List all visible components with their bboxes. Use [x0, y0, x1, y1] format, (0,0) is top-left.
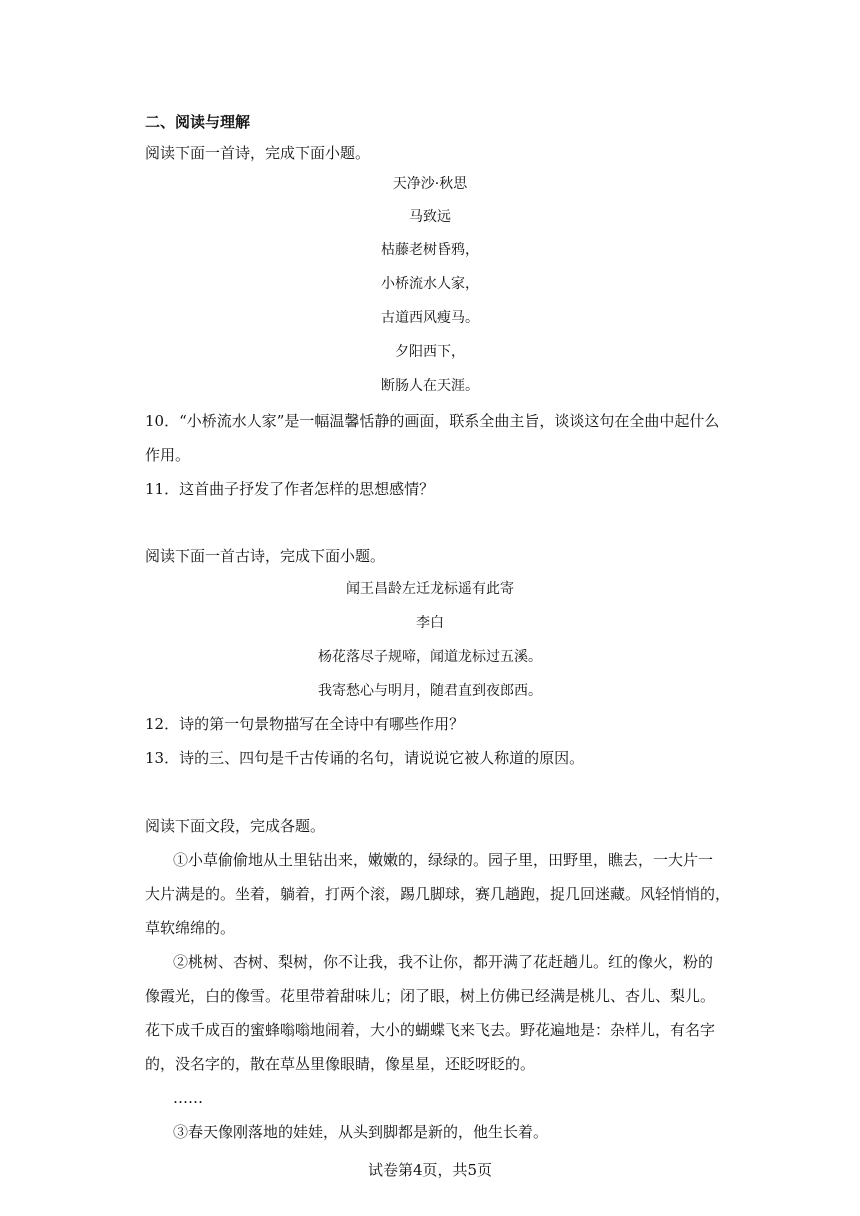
question-12: 12．诗的第一句景物描写在全诗中有哪些作用？ [145, 715, 465, 733]
passage-p2-line: ②桃树、杏树、梨树，你不让我，我不让你，都开满了花赶趟儿。红的像火，粉的 [173, 953, 714, 971]
poem2-title: 闻王昌龄左迁龙标遥有此寄 [346, 581, 514, 597]
poem2-line: 我寄愁心与明月，随君直到夜郎西。 [318, 683, 542, 699]
passage-p2-line: 的，没名字的，散在草丛里像眼睛，像星星，还眨呀眨的。 [145, 1055, 536, 1073]
poem1-line: 小桥流水人家， [381, 276, 479, 292]
poem1-author: 马致远 [409, 209, 451, 225]
passage-p3-line: ③春天像刚落地的娃娃，从头到脚都是新的，他生长着。 [173, 1123, 549, 1141]
poem1-line: 枯藤老树昏鸦， [381, 242, 479, 258]
passage-ellipsis: …… [173, 1089, 203, 1107]
poem1-line: 古道西风瘦马。 [381, 310, 479, 326]
poem1-intro: 阅读下面一首诗，完成下面小题。 [145, 144, 371, 162]
poem2-author: 李白 [416, 615, 444, 631]
passage-p2-line: 花下成千成百的蜜蜂嗡嗡地闹着，大小的蝴蝶飞来飞去。野花遍地是：杂样儿，有名字 [145, 1021, 716, 1039]
section-heading: 二、阅读与理解 [145, 113, 251, 131]
poem1-line: 夕阳西下， [395, 344, 465, 360]
passage-p1-line: ①小草偷偷地从土里钻出来，嫩嫩的，绿绿的。园子里，田野里，瞧去，一大片一 [173, 851, 714, 869]
question-10-line1: 10．“小桥流水人家”是一幅温馨恬静的画面，联系全曲主旨，谈谈这句在全曲中起什么 [145, 412, 720, 430]
passage-p1-line: 草软绵绵的。 [145, 919, 236, 937]
passage-intro: 阅读下面文段，完成各题。 [145, 817, 326, 835]
question-10-line2: 作用。 [145, 446, 191, 464]
question-13: 13．诗的三、四句是千古传诵的名句，请说说它被人称道的原因。 [145, 749, 585, 767]
passage-p1-line: 大片满是的。坐着，躺着，打两个滚，踢几脚球，赛几趟跑，捉几回迷藏。风轻悄悄的， [145, 885, 731, 903]
page-footer: 试卷第4页，共5页 [367, 1161, 493, 1179]
poem1-line: 断肠人在天涯。 [381, 378, 479, 394]
question-11: 11．这首曲子抒发了作者怎样的思想感情？ [145, 480, 435, 498]
passage-p2-line: 像霞光，白的像雪。花里带着甜味儿；闭了眼，树上仿佛已经满是桃儿、杏儿、梨儿。 [145, 987, 716, 1005]
poem2-line: 杨花落尽子规啼，闻道龙标过五溪。 [318, 649, 542, 665]
poem1-title: 天净沙·秋思 [392, 176, 468, 192]
poem2-intro: 阅读下面一首古诗，完成下面小题。 [145, 547, 386, 565]
